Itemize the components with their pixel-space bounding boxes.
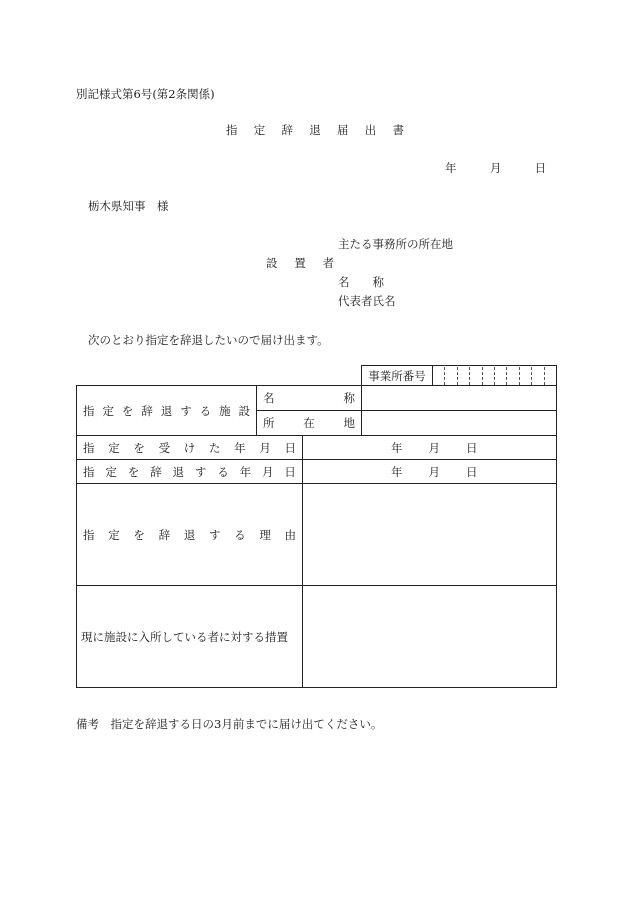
measures-field[interactable] <box>303 586 557 688</box>
reason-label-cell: 指 定 を 辞 退 す る 理 由 <box>77 484 303 586</box>
office-number-box <box>361 365 557 386</box>
page-title-text: 指 定 辞 退 届 出 書 <box>226 123 404 137</box>
establisher-label: 設 置 者 <box>266 256 334 270</box>
recipient: 栃木県知事 様 <box>88 199 169 213</box>
date-year: 年 <box>445 161 457 175</box>
page-title <box>226 122 404 138</box>
facility-label-cell: 指 定 を 辞 退 す る 施 設 <box>77 386 257 436</box>
facility-name-label-cell: 名 称 <box>257 386 362 411</box>
withdrawal-date-field[interactable]: 年 月 日 <box>303 460 557 484</box>
measures-label-cell: 現に施設に入所している者に対する措置 <box>77 586 303 688</box>
designated-date-field[interactable]: 年 月 日 <box>303 436 557 460</box>
office-number-digits[interactable] <box>433 367 556 385</box>
date-day: 日 <box>534 161 547 175</box>
office-number-label: 事業所番号 <box>362 366 433 386</box>
withdrawal-date-label-cell: 指 定 を 辞 退 す る 年 月 日 <box>77 460 303 484</box>
name-label: 名 称 <box>338 275 384 289</box>
note: 備考 指定を辞退する日の3月前までに届け出てください。 <box>76 717 383 731</box>
representative-label: 代表者氏名 <box>338 294 396 308</box>
facility-location-field[interactable] <box>362 411 557 436</box>
reason-field[interactable] <box>303 484 557 586</box>
date-month: 月 <box>489 161 502 175</box>
designated-date-label-cell: 指 定 を 受 け た 年 月 日 <box>77 436 303 460</box>
withdrawal-table <box>76 385 557 688</box>
date-line <box>445 160 546 176</box>
facility-location-label-cell: 所 在 地 <box>257 411 362 436</box>
address-label: 主たる事務所の所在地 <box>338 237 453 251</box>
facility-name-field[interactable] <box>362 386 557 411</box>
intro-text: 次のとおり指定を辞退したいので届け出ます。 <box>88 333 329 347</box>
form-number: 別記様式第6号(第2条関係) <box>76 87 215 101</box>
